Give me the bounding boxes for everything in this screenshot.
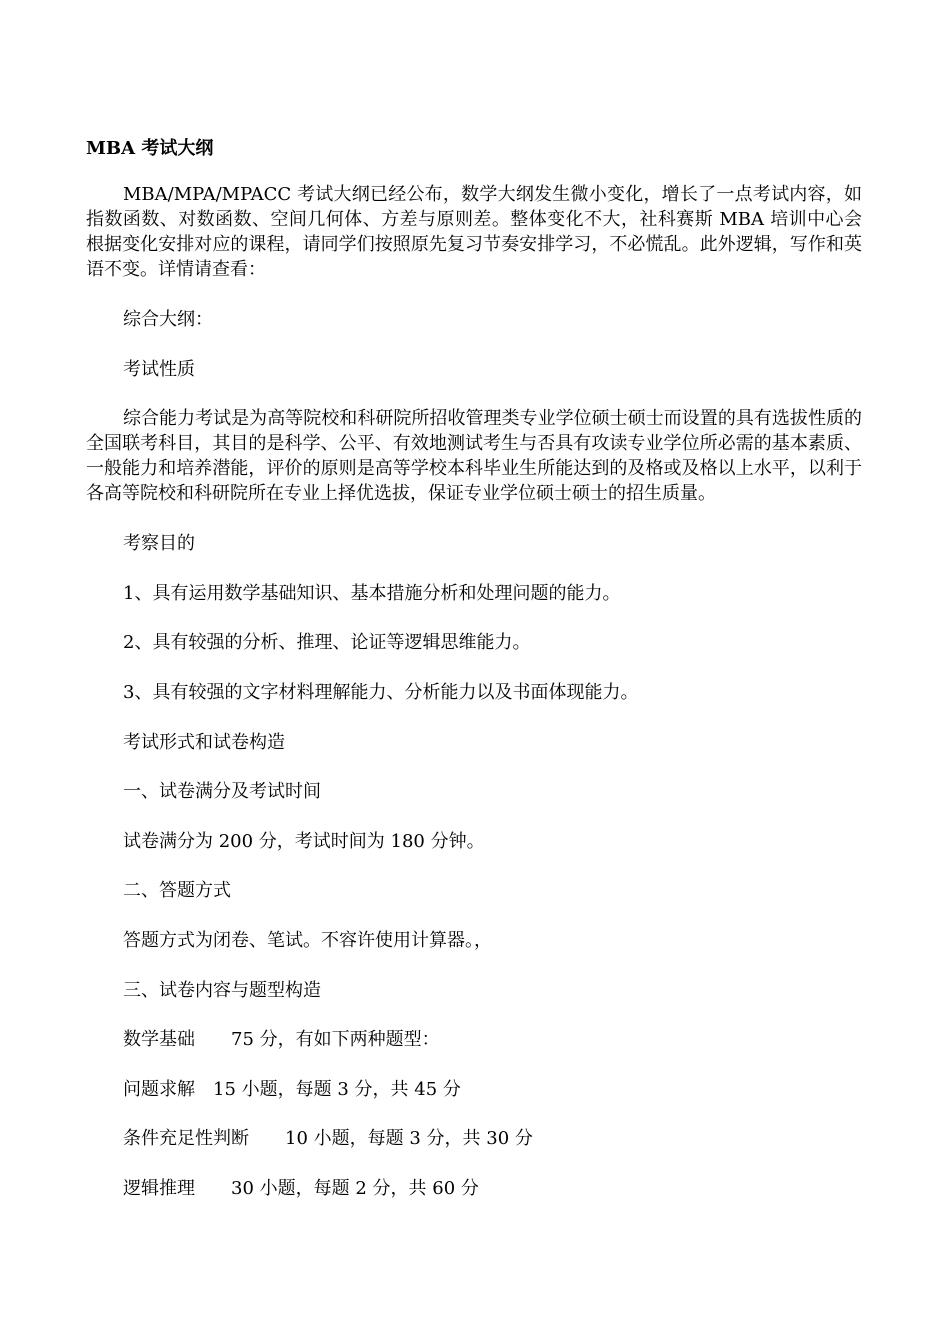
subsection-title: 二、答题方式 [123,880,231,902]
subsection-title: 一、试卷满分及考试时间 [123,781,321,803]
heading-format: 考试形式和试卷构造 [123,731,285,753]
logic-line: 逻辑推理 30 小题，每题 2 分，共 60 分 [123,1177,479,1199]
sufficiency-line: 条件充足性判断 10 小题，每题 3 分，共 30 分 [123,1128,533,1150]
heading-nature: 考试性质 [123,358,195,380]
purpose-item: 3、具有较强的文字材料理解能力、分析能力以及书面体现能力。 [123,681,639,703]
document-title: MBA 考试大纲 [86,138,214,159]
document-page [86,128,862,1226]
subsection-title: 三、试卷内容与题型构造 [123,979,321,1001]
nature-paragraph: 综合能力考试是为高等院校和科研院所招收管理类专业学位硕士硕士而设置的具有选拔性质的全国联考科目，其目的是科学、公平、有效地测试考生与否具有攻读专业学位所必需的基本素质、一般能力和培养潜能，评价的原则是高等学校本科毕业生所能达到的及格或及格以上水平，以利于各高等院校和科研院所在专业上择优选拔，保证专业学位硕士硕士的招生质量。 [86,408,862,505]
heading-purpose: 考察目的 [123,533,195,555]
subsection-text: 试卷满分为 200 分，考试时间为 180 分钟。 [123,830,485,852]
section-general: 综合大纲： [123,309,213,330]
subsection-text: 答题方式为闭卷、笔试。不容许使用计算器。， [123,929,492,951]
math-line: 数学基础 75 分，有如下两种题型： [123,1029,440,1051]
purpose-item: 1、具有运用数学基础知识、基本措施分析和处理问题的能力。 [123,582,621,604]
intro-paragraph: MBA/MPA/MPACC 考试大纲已经公布，数学大纲发生微小变化，增长了一点考试内容，如指数函数、对数函数、空间几何体、方差与原则差。整体变化不大，社科赛斯 MBA 培训中心会根据变化安排对应的课程，请同学们按照原先复习节奏安排学习，不必慌乱。此外逻辑，写作和英语不变。详情请查看： [86,184,862,280]
purpose-item: 2、具有较强的分析、推理、论证等逻辑思维能力。 [123,632,531,654]
problem-solving-line: 问题求解 15 小题，每题 3 分，共 45 分 [123,1078,461,1100]
